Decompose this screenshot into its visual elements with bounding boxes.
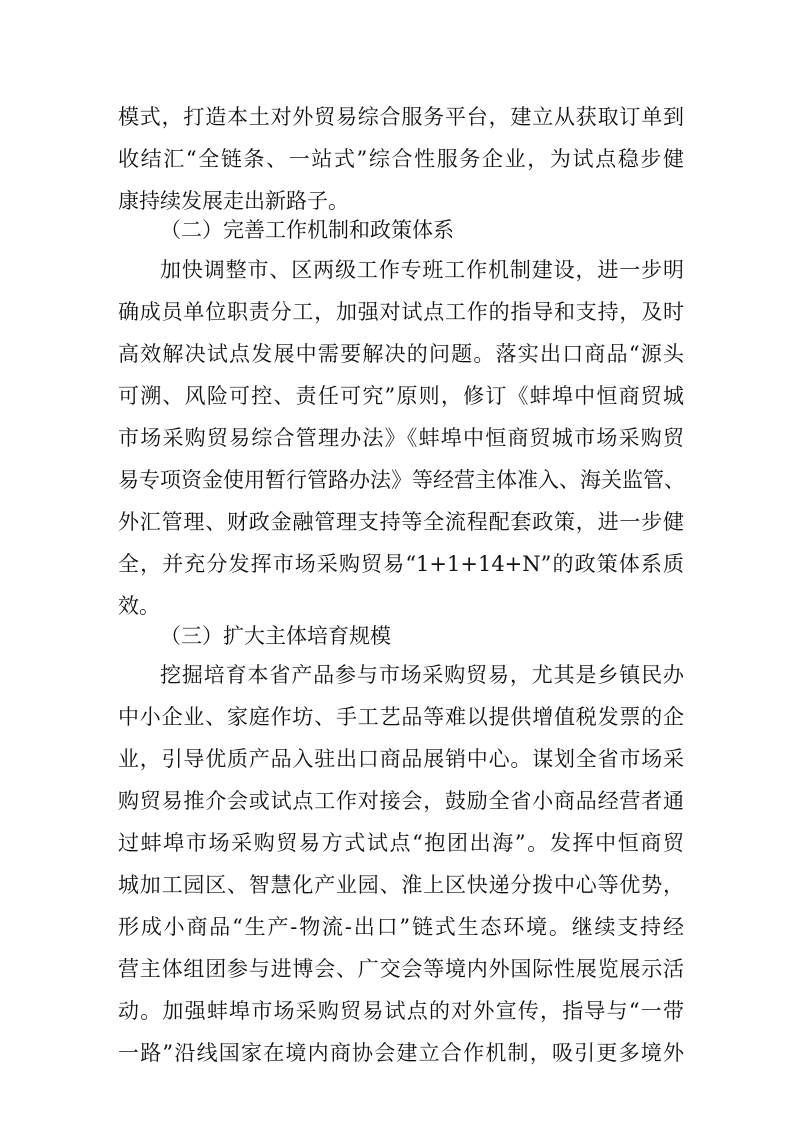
- paragraph-line: 收结汇“全链条、一站式”综合性服务企业，为试点稳步健: [118, 147, 684, 171]
- paragraph-line: 外汇管理、财政金融管理支持等全流程配套政策，进一步健: [118, 510, 684, 534]
- paragraph-line: 确成员单位职责分工，加强对试点工作的指导和支持，及时: [118, 300, 684, 324]
- section-heading-3: （三）扩大主体培育规模: [160, 624, 391, 648]
- section-heading-2: （二）完善工作机制和政策体系: [160, 218, 454, 242]
- paragraph-line: 过蚌埠市场采购贸易方式试点“抱团出海”。发挥中恒商贸: [118, 831, 684, 855]
- paragraph-line: 购贸易推介会或试点工作对接会，鼓励全省小商品经营者通: [118, 789, 684, 813]
- paragraph-line: 全，并充分发挥市场采购贸易“1+1+14+N”的政策体系质: [118, 552, 684, 576]
- paragraph-line: 营主体组团参与进博会、广交会等境内外国际性展览展示活: [118, 957, 684, 981]
- paragraph-line: 市场采购贸易综合管理办法》《蚌埠中恒商贸城市场采购贸: [118, 426, 684, 450]
- paragraph-line: 动。加强蚌埠市场采购贸易试点的对外宣传，指导与“一带: [118, 999, 684, 1023]
- paragraph-line: 一路”沿线国家在境内商协会建立合作机制，吸引更多境外: [118, 1041, 684, 1065]
- paragraph-line: 加快调整市、区两级工作专班工作机制建设，进一步明: [160, 258, 684, 282]
- paragraph-line: 模式，打造本土对外贸易综合服务平台，建立从获取订单到: [118, 105, 684, 129]
- paragraph-line: 高效解决试点发展中需要解决的问题。落实出口商品“源头: [118, 342, 684, 366]
- paragraph-line: 易专项资金使用暂行管路办法》等经营主体准入、海关监管、: [118, 468, 685, 492]
- paragraph-line: 效。: [118, 594, 160, 618]
- paragraph-line: 业，引导优质产品入驻出口商品展销中心。谋划全省市场采: [118, 747, 684, 771]
- paragraph-line: 康持续发展走出新路子。: [118, 189, 349, 213]
- paragraph-line: 形成小商品“生产-物流-出口”链式生态环境。继续支持经: [118, 915, 684, 939]
- paragraph-line: 挖掘培育本省产品参与市场采购贸易，尤其是乡镇民办: [160, 663, 684, 687]
- paragraph-line: 可溯、风险可控、责任可究”原则，修订《蚌埠中恒商贸城: [118, 384, 684, 408]
- paragraph-line: 中小企业、家庭作坊、手工艺品等难以提供增值税发票的企: [118, 705, 684, 729]
- paragraph-line: 城加工园区、智慧化产业园、淮上区快递分拨中心等优势，: [118, 873, 684, 897]
